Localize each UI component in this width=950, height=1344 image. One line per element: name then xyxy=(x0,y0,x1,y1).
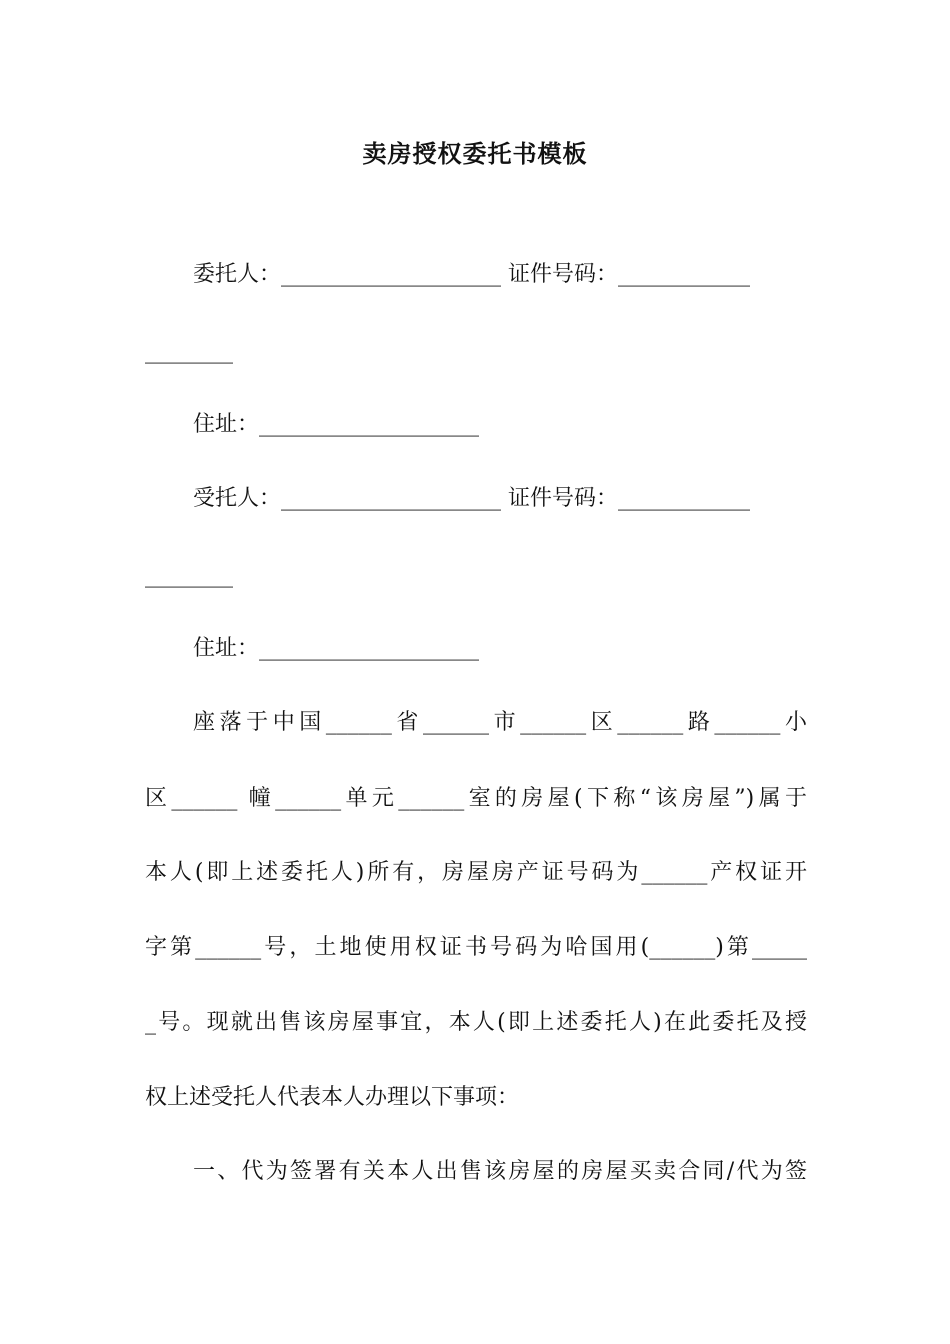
body-paragraph-line-2: 区______ 幢______单元______室的房屋(下称“该房屋”)属于 xyxy=(145,786,807,811)
item-one-line: 一、代为签署有关本人出售该房屋的房屋买卖合同/代为签 xyxy=(193,1159,807,1184)
body-paragraph-line-3: 本人(即上述委托人)所有，房屋房产证号码为______产权证开 xyxy=(145,860,807,885)
principal-line: 委托人：____________________ 证件号码：____________ xyxy=(193,262,750,287)
agent-id-continuation: ________ xyxy=(145,563,233,588)
body-paragraph-line-5: _号。现就出售该房屋事宜，本人(即上述委托人)在此委托及授 xyxy=(145,1010,807,1035)
body-paragraph-line-6: 权上述受托人代表本人办理以下事项： xyxy=(145,1085,520,1110)
principal-id-continuation: ________ xyxy=(145,339,233,364)
principal-address-line: 住址：____________________ xyxy=(193,412,480,437)
document-title: 卖房授权委托书模板 xyxy=(362,139,588,168)
agent-line: 受托人：____________________ 证件号码：____________ xyxy=(193,486,750,511)
body-paragraph-line-1: 座落于中国______省______市______区______路______小 xyxy=(193,710,807,735)
body-paragraph-line-4: 字第______号，土地使用权证书号码为哈国用(______)第_____ xyxy=(145,935,807,960)
agent-address-line: 住址：____________________ xyxy=(193,636,480,661)
